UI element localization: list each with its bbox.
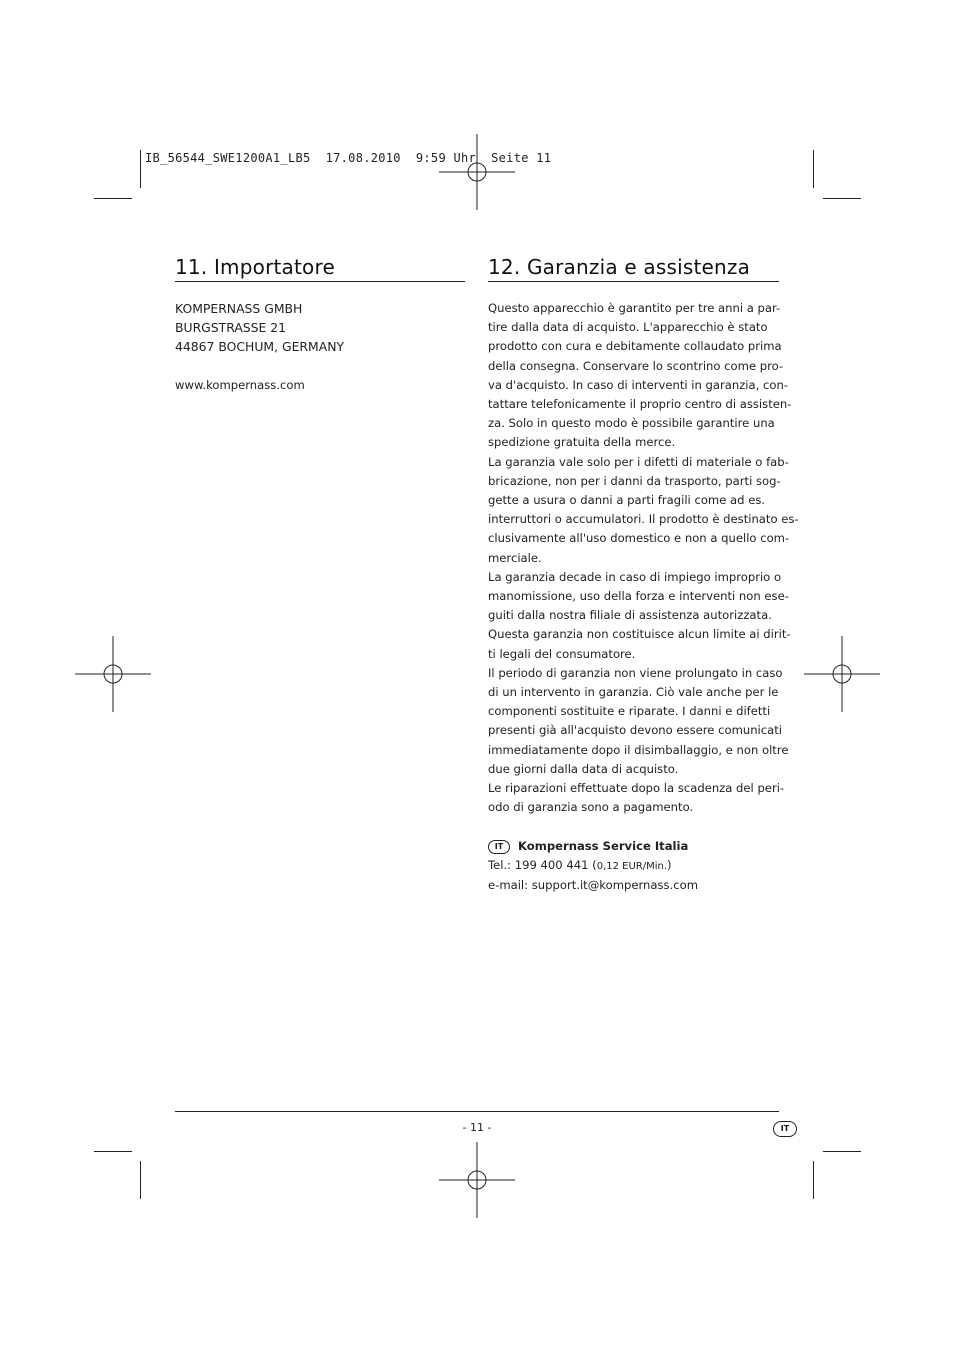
- warranty-line: merciale.: [488, 550, 542, 565]
- importer-heading: 11. Importatore: [175, 255, 335, 279]
- warranty-line: gette a usura o danni a parti fragili come ad es.: [488, 493, 766, 508]
- warranty-line: ti legali del consumatore.: [488, 646, 636, 661]
- registration-mark-icon: [439, 1142, 515, 1218]
- warranty-line: di un intervento in garanzia. Ciò vale anche per le: [488, 685, 779, 700]
- crop-mark: [140, 150, 141, 188]
- warranty-heading-rule: [488, 281, 779, 282]
- crop-mark: [140, 1161, 141, 1199]
- crop-mark: [813, 1161, 814, 1199]
- service-name-line: [488, 837, 698, 856]
- importer-heading-rule: [175, 281, 465, 282]
- crop-mark: [94, 198, 132, 199]
- print-job-header: IB_56544_SWE1200A1_LB5 17.08.2010 9:59 Uhr Seite 11: [145, 151, 552, 165]
- address-line: 44867 BOCHUM, GERMANY: [175, 339, 345, 355]
- crop-mark: [813, 150, 814, 188]
- warranty-body: [488, 299, 799, 817]
- warranty-line: Il periodo di garanzia non viene prolungato in caso: [488, 665, 783, 680]
- service-tel-line: [488, 856, 698, 876]
- warranty-line: Questo apparecchio è garantito per tre anni a par-: [488, 301, 781, 315]
- warranty-line: odo di garanzia sono a pagamento.: [488, 800, 694, 815]
- service-name: Kompernass Service Italia: [518, 839, 689, 853]
- warranty-line: immediatamente dopo il disimballaggio, e non oltre: [488, 742, 789, 757]
- crop-mark: [94, 1151, 132, 1152]
- warranty-heading: 12. Garanzia e assistenza: [488, 255, 751, 279]
- country-badge: IT: [488, 840, 510, 854]
- importer-website: www.kompernass.com: [175, 378, 305, 392]
- service-tel-rate: 0,12 EUR/Min.: [596, 861, 668, 873]
- warranty-line: Questa garanzia non costituisce alcun limite ai dirit-: [488, 627, 791, 642]
- warranty-line: clusivamente all'uso domestico e non a quello com-: [488, 531, 790, 546]
- warranty-line: due giorni dalla data di acquisto.: [488, 761, 679, 776]
- warranty-line: tire dalla data di acquisto. L'apparecchio è stato: [488, 320, 768, 335]
- registration-mark-icon: [804, 636, 880, 712]
- warranty-line: La garanzia decade in caso di impiego improprio o: [488, 569, 782, 584]
- crop-mark: [823, 1151, 861, 1152]
- language-badge: IT: [773, 1121, 797, 1137]
- warranty-line: La garanzia vale solo per i difetti di materiale o fab-: [488, 454, 789, 469]
- service-tel: Tel.: 199 400 441 (: [488, 858, 597, 873]
- warranty-line: componenti sostituite e riparate. I danni e difetti: [488, 704, 771, 719]
- address-line: KOMPERNASS GMBH: [175, 301, 303, 316]
- warranty-line: guiti dalla nostra filiale di assistenza autorizzata.: [488, 608, 772, 623]
- address-line: BURGSTRASSE 21: [175, 320, 287, 336]
- registration-mark-icon: [439, 134, 515, 210]
- importer-address: [175, 299, 344, 357]
- service-email[interactable]: e-mail: support.it@kompernass.com: [488, 878, 699, 893]
- footer-rule: [175, 1111, 779, 1112]
- warranty-line: bricazione, non per i danni da trasporto, parti sog-: [488, 473, 781, 488]
- service-tel-close: ): [667, 858, 672, 873]
- crop-mark: [823, 198, 861, 199]
- warranty-line: manomissione, uso della forza e interventi non ese-: [488, 589, 789, 604]
- page-number: - 11 -: [462, 1121, 492, 1134]
- warranty-line: va d'acquisto. In caso di interventi in garanzia, con-: [488, 377, 788, 392]
- warranty-line: prodotto con cura e debitamente collaudato prima: [488, 339, 782, 354]
- warranty-line: della consegna. Conservare lo scontrino come pro-: [488, 358, 784, 373]
- warranty-line: za. Solo in questo modo è possibile garantire una: [488, 416, 775, 431]
- warranty-line: spedizione gratuita della merce.: [488, 435, 676, 450]
- warranty-line: tattare telefonicamente il proprio centro di assisten-: [488, 397, 792, 412]
- service-contact: [488, 837, 698, 896]
- warranty-line: interruttori o accumulatori. Il prodotto è destinato es-: [488, 512, 799, 527]
- warranty-line: Le riparazioni effettuate dopo la scadenza del peri-: [488, 781, 785, 796]
- registration-mark-icon: [75, 636, 151, 712]
- warranty-line: presenti già all'acquisto devono essere comunicati: [488, 723, 783, 738]
